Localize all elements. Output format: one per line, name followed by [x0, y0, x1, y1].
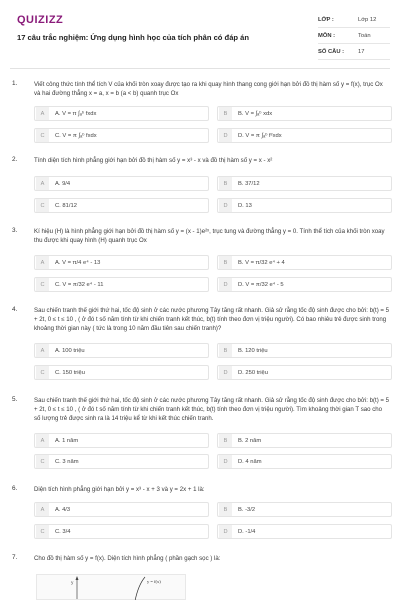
option-text: C. 81/12: [55, 202, 77, 209]
option-d[interactable]: [217, 524, 392, 539]
option-b[interactable]: [217, 433, 392, 448]
option-text: B. V = ∫ₐᵇ xdx: [238, 110, 273, 117]
question-text: Kí hiệu (H) là hình phẳng giới hạn bởi đồ thị hàm số y = (x - 1)e²ˣ, trục tung và đường thẳng y = 0. Tính thể tích của khối tròn xoay thu được khi quay hình (H) quanh trục Ox: [34, 228, 385, 244]
option-a[interactable]: [34, 255, 209, 270]
curve: [135, 577, 145, 600]
option-c[interactable]: [34, 277, 209, 292]
option-b[interactable]: [217, 502, 392, 517]
meta-row-subject: [318, 28, 390, 44]
option-c[interactable]: [34, 454, 209, 469]
option-text: B. V = π/32 e⁴ + 4: [238, 259, 285, 266]
option-a[interactable]: [34, 106, 209, 121]
meta-value: Lớp 12: [358, 16, 377, 23]
option-d[interactable]: [217, 454, 392, 469]
option-d[interactable]: [217, 128, 392, 143]
option-text: C. 150 triệu: [55, 369, 85, 376]
question-number: 1.: [12, 80, 18, 87]
option-a[interactable]: [34, 433, 209, 448]
graph-figure: [37, 575, 187, 600]
option-letter: C: [36, 129, 49, 142]
question-number: 2.: [12, 156, 18, 163]
option-c[interactable]: [34, 524, 209, 539]
question-text: Diện tích hình phẳng giới hạn bởi y = x³ - x + 3 và y = 2x + 1 là:: [34, 486, 205, 493]
question-number: 7.: [12, 554, 18, 561]
question-text: Sau chiến tranh thế giới thứ hai, tốc độ sinh ở các nước phương Tây tăng rất nhanh. Giả sử rằng tốc độ sinh được cho bởi: b(t) = 5 + 2t, 0 ≤ t ≤ 10 , ( ở đó t số năm tính từ khi chiến tranh kết thúc, b(t) tính theo đơn vị triệu người). Tìm khoảng thời gian T sao cho số lượng trẻ được sinh ra là 14 triệu kể từ khi kết thúc chiến tranh.: [34, 397, 390, 422]
curve-label: y = f(x): [147, 579, 161, 584]
option-letter: B: [219, 344, 232, 357]
option-c[interactable]: [34, 365, 209, 380]
question-number: 4.: [12, 306, 18, 313]
question-text: Tính diện tích hình phẳng giới hạn bởi đồ thị hàm số y = x³ - x và đồ thị hàm số y = x - x²: [34, 157, 273, 164]
option-text: C. 3/4: [55, 528, 71, 535]
option-letter: C: [36, 455, 49, 468]
option-letter: B: [219, 107, 232, 120]
option-letter: C: [36, 278, 49, 291]
y-axis-label: y: [71, 581, 74, 586]
quizizz-logo: QUIZIZZ: [17, 14, 64, 26]
option-b[interactable]: [217, 176, 392, 191]
option-d[interactable]: [217, 365, 392, 380]
option-text: D. V = π/32 e⁴ - 5: [238, 281, 284, 288]
option-text: D. 250 triệu: [238, 369, 268, 376]
option-c[interactable]: [34, 128, 209, 143]
option-letter: D: [219, 525, 232, 538]
page-title: 17 câu trắc nghiệm: Ứng dụng hình học của tích phân có đáp án: [17, 33, 250, 42]
option-text: A. 100 triệu: [55, 347, 85, 354]
option-letter: D: [219, 278, 232, 291]
question-text: Viết công thức tính thể tích V của khối tròn xoay được tạo ra khi quay hình thang cong giới hạn bởi đồ thị hàm số y = f(x), trục Ox và hai đường thẳng x = a, x = b (a < b) quanh trục Ox: [34, 81, 383, 97]
meta-row-class: [318, 12, 390, 28]
option-d[interactable]: [217, 198, 392, 213]
header-divider: [10, 68, 390, 69]
option-text: D. -1/4: [238, 528, 256, 535]
option-text: D. 4 năm: [238, 458, 262, 465]
option-text: A. 1 năm: [55, 437, 79, 444]
option-text: A. V = π/4 e⁴ - 13: [55, 259, 101, 266]
option-text: D. 13: [238, 202, 252, 209]
question-text: Sau chiến tranh thế giới thứ hai, tốc độ sinh ở các nước phương Tây tăng rất nhanh. Giả sử rằng tốc độ sinh được cho bởi: b(t) = 5 + 2t, 0 ≤ t ≤ 10 , ( ở đó t số năm tính từ khi chiến tranh kết thúc, b(t) tính theo đơn vị triệu người). Có bao nhiêu trẻ được sinh trong khoảng thời gian này ( tức là trong 10 năm đầu tiên sau chiến tranh)?: [34, 307, 390, 332]
option-text: B. 2 năm: [238, 437, 262, 444]
option-letter: C: [36, 525, 49, 538]
option-letter: C: [36, 366, 49, 379]
y-axis-arrow: [76, 576, 79, 580]
meta-info: [318, 12, 390, 60]
option-text: C. V = π/32 e⁴ - 11: [55, 281, 104, 288]
meta-value: Toán: [358, 32, 371, 39]
option-text: B. -3/2: [238, 506, 256, 513]
option-a[interactable]: [34, 176, 209, 191]
worksheet-header: [0, 0, 400, 70]
option-letter: A: [36, 177, 49, 190]
option-text: B. 37/12: [238, 180, 260, 187]
question-number: 5.: [12, 396, 18, 403]
option-letter: B: [219, 256, 232, 269]
option-b[interactable]: [217, 343, 392, 358]
question-number: 6.: [12, 485, 18, 492]
option-text: B. 120 triệu: [238, 347, 268, 354]
meta-key: MÔN :: [318, 32, 336, 39]
option-a[interactable]: [34, 343, 209, 358]
option-c[interactable]: [34, 198, 209, 213]
meta-key: LỚP :: [318, 16, 334, 23]
option-letter: C: [36, 199, 49, 212]
option-d[interactable]: [217, 277, 392, 292]
option-text: A. 4/3: [55, 506, 71, 513]
option-letter: A: [36, 256, 49, 269]
option-letter: D: [219, 129, 232, 142]
question-text: Cho đồ thị hàm số y = f(x). Diện tích hình phẳng ( phần gạch sọc ) là:: [34, 555, 221, 562]
option-letter: A: [36, 344, 49, 357]
option-letter: B: [219, 503, 232, 516]
option-text: C. 3 năm: [55, 458, 79, 465]
meta-key: SỐ CÂU :: [318, 48, 345, 55]
option-text: D. V = π ∫ₐᵇ f²xdx: [238, 132, 282, 139]
option-text: C. V = π ∫ₐᵇ fxdx: [55, 132, 97, 139]
meta-row-count: [318, 44, 390, 60]
option-a[interactable]: [34, 502, 209, 517]
option-letter: B: [219, 177, 232, 190]
meta-value: 17: [358, 48, 365, 55]
option-letter: A: [36, 503, 49, 516]
option-text: A. 9/4: [55, 180, 71, 187]
option-letter: A: [36, 107, 49, 120]
option-letter: D: [219, 199, 232, 212]
option-letter: D: [219, 366, 232, 379]
question-number: 3.: [12, 227, 18, 234]
option-letter: B: [219, 434, 232, 447]
option-text: A. V = π ∫ₐᵇ fxdx: [55, 110, 97, 117]
option-letter: D: [219, 455, 232, 468]
question-7-figure: [36, 574, 186, 600]
option-b[interactable]: [217, 106, 392, 121]
option-b[interactable]: [217, 255, 392, 270]
option-letter: A: [36, 434, 49, 447]
